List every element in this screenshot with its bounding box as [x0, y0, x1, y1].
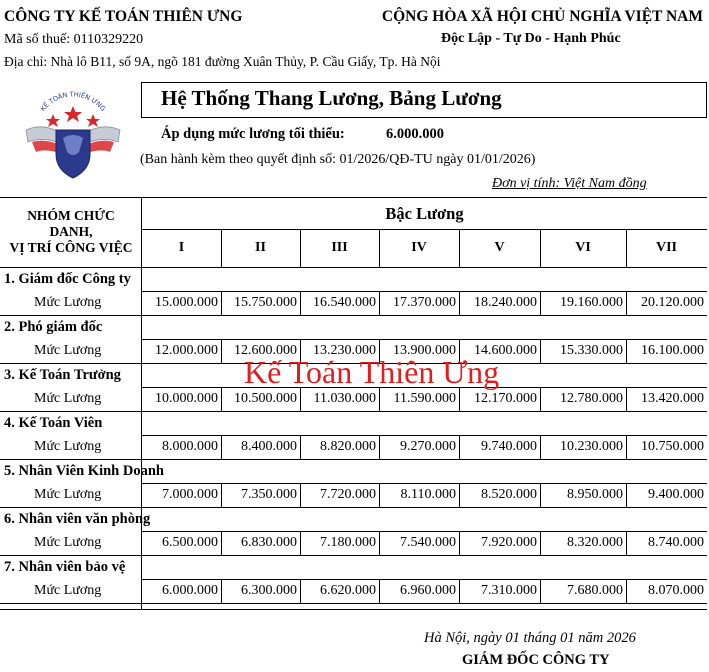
salary-cell: 12.780.000	[560, 391, 623, 406]
salary-cell: 16.100.000	[641, 343, 704, 358]
grade-5-header: V	[494, 240, 505, 255]
salary-cell: 8.320.000	[567, 535, 623, 550]
salary-cell: 15.000.000	[155, 295, 218, 310]
row-divider	[141, 339, 707, 340]
salary-cell: 11.590.000	[393, 391, 456, 406]
salary-row-label: Mức Lương	[34, 439, 102, 454]
salary-cell: 10.000.000	[155, 391, 218, 406]
position-group-label: 3. Kế Toán Trưởng	[4, 367, 121, 383]
tax-id: Mã số thuế: 0110329220	[4, 32, 144, 47]
national-motto: Độc Lập - Tự Do - Hạnh Phúc	[441, 31, 621, 46]
salary-cell: 9.270.000	[400, 439, 456, 454]
row-divider	[141, 483, 707, 484]
salary-cell: 6.000.000	[162, 583, 218, 598]
position-header	[2, 208, 140, 256]
watermark: Kế Toán Thiên Ưng	[244, 354, 500, 390]
salary-cell: 7.920.000	[481, 535, 537, 550]
position-header-line-1: NHÓM CHỨC	[27, 208, 115, 223]
salary-cell: 7.540.000	[400, 535, 456, 550]
salary-cell: 18.240.000	[474, 295, 537, 310]
row-divider	[0, 411, 707, 412]
salary-cell: 13.230.000	[313, 343, 376, 358]
position-group-label: 7. Nhân viên bảo vệ	[4, 559, 126, 575]
row-divider	[0, 555, 707, 556]
position-header-line-3: VỊ TRÍ CÔNG VIỆC	[9, 240, 133, 255]
salary-row-label: Mức Lương	[34, 391, 102, 406]
salary-cell: 17.370.000	[393, 295, 456, 310]
row-divider	[0, 507, 707, 508]
position-group-label: 2. Phó giám đốc	[4, 319, 103, 335]
grade-7-header: VII	[655, 240, 677, 255]
salary-row-label: Mức Lương	[34, 295, 102, 310]
place-date: Hà Nội, ngày 01 tháng 01 năm 2026	[424, 630, 636, 646]
row-divider	[141, 531, 707, 532]
salary-cell: 6.620.000	[320, 583, 376, 598]
grade-header-divider	[141, 229, 707, 230]
salary-cell: 8.400.000	[241, 439, 297, 454]
row-divider	[0, 459, 707, 460]
salary-cell: 15.330.000	[560, 343, 623, 358]
salary-cell: 8.110.000	[400, 487, 456, 502]
grade-6-header: VI	[575, 240, 591, 255]
salary-row-label: Mức Lương	[34, 487, 102, 502]
salary-cell: 12.170.000	[474, 391, 537, 406]
salary-cell: 8.820.000	[320, 439, 376, 454]
logo-text: KẾ TOÁN THIÊN ƯNG	[38, 90, 108, 113]
salary-cell: 8.520.000	[481, 487, 537, 502]
salary-cell: 7.680.000	[567, 583, 623, 598]
row-divider	[141, 435, 707, 436]
salary-cell: 8.070.000	[648, 583, 704, 598]
salary-cell: 12.000.000	[155, 343, 218, 358]
salary-cell: 8.740.000	[648, 535, 704, 550]
salary-cell: 6.500.000	[162, 535, 218, 550]
position-group-label: 5. Nhân Viên Kinh Doanh	[4, 463, 164, 479]
min-wage-value: 6.000.000	[386, 126, 444, 142]
national-title: CỘNG HÒA XÃ HỘI CHỦ NGHĨA VIỆT NAM	[381, 8, 703, 25]
salary-row-label: Mức Lương	[34, 535, 102, 550]
grade-2-header: II	[255, 240, 266, 255]
salary-cell: 13.420.000	[641, 391, 704, 406]
salary-cell: 8.000.000	[162, 439, 218, 454]
min-wage-label: Áp dụng mức lương tối thiểu:	[161, 126, 345, 142]
salary-cell: 12.600.000	[234, 343, 297, 358]
salary-cell: 20.120.000	[641, 295, 704, 310]
salary-row-label: Mức Lương	[34, 343, 102, 358]
salary-cell: 19.160.000	[560, 295, 623, 310]
position-header-line-2: DANH,	[49, 224, 93, 239]
eagle-shield-logo-icon	[16, 84, 130, 184]
grade-3-header: III	[331, 240, 348, 255]
grade-4-header: IV	[411, 240, 427, 255]
row-divider	[141, 579, 707, 580]
salary-cell: 10.230.000	[560, 439, 623, 454]
salary-cell: 14.600.000	[474, 343, 537, 358]
salary-cell: 7.180.000	[320, 535, 376, 550]
salary-cell: 7.000.000	[162, 487, 218, 502]
position-group-label: 4. Kế Toán Viên	[4, 415, 103, 431]
salary-cell: 7.350.000	[241, 487, 297, 502]
salary-cell: 7.720.000	[320, 487, 376, 502]
header-divider	[0, 267, 707, 268]
salary-cell: 6.830.000	[241, 535, 297, 550]
salary-cell: 6.300.000	[241, 583, 297, 598]
salary-table	[0, 197, 707, 610]
salary-cell: 10.500.000	[234, 391, 297, 406]
position-group-label: 6. Nhân viên văn phòng	[4, 511, 151, 527]
row-divider	[0, 603, 707, 604]
salary-cell: 16.540.000	[313, 295, 376, 310]
signer-title: GIÁM ĐỐC CÔNG TY	[462, 652, 610, 668]
company-address: Địa chỉ: Nhà lô B11, số 9A, ngõ 181 đường Xuân Thủy, P. Cầu Giấy, Tp. Hà Nội	[4, 54, 441, 69]
salary-cell: 9.740.000	[481, 439, 537, 454]
grade-1-header: I	[178, 240, 185, 255]
company-name: CÔNG TY KẾ TOÁN THIÊN ƯNG	[4, 8, 243, 25]
row-divider	[0, 315, 707, 316]
currency-unit: Đơn vị tính: Việt Nam đồng	[492, 176, 647, 191]
salary-cell: 10.750.000	[641, 439, 704, 454]
salary-cell: 6.960.000	[400, 583, 456, 598]
grade-header: Bậc Lương	[385, 204, 464, 223]
salary-row-label: Mức Lương	[34, 583, 102, 598]
row-divider	[141, 291, 707, 292]
issued-decision: (Ban hành kèm theo quyết định số: 01/2026/QĐ-TU ngày 01/01/2026)	[140, 152, 536, 167]
page-title: Hệ Thống Thang Lương, Bảng Lương	[161, 86, 502, 110]
salary-cell: 15.750.000	[234, 295, 297, 310]
salary-cell: 11.030.000	[313, 391, 376, 406]
salary-cell: 8.950.000	[567, 487, 623, 502]
position-group-label: 1. Giám đốc Công ty	[4, 271, 131, 287]
salary-cell: 13.900.000	[393, 343, 456, 358]
salary-cell: 7.310.000	[481, 583, 537, 598]
salary-cell: 9.400.000	[648, 487, 704, 502]
